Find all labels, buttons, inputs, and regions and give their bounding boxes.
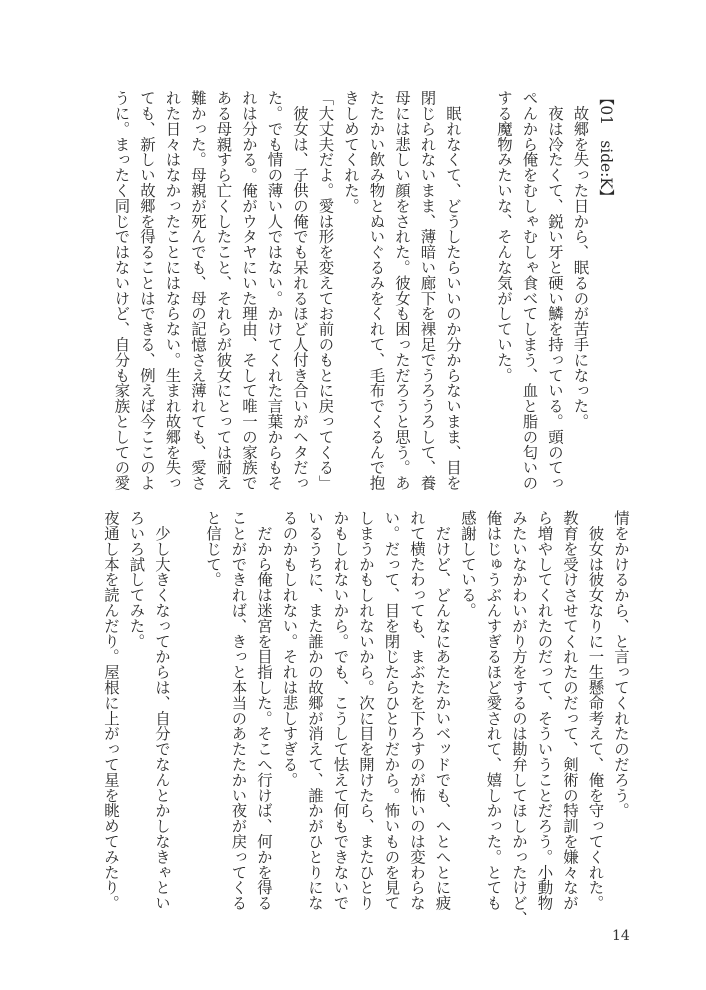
- text-line: だけど、どんなにあたたかいベッドでも、へとへとに疲: [433, 510, 452, 911]
- text-line: ぺんから俺をむしゃむしゃ食べてしまう、血と脂の匂いの: [520, 90, 539, 491]
- text-line: 閉じられないまま、薄暗い廊下を裸足でうろうろして、養: [418, 90, 437, 491]
- text-line: と信じて。: [204, 510, 222, 587]
- text-line: ろいろ試してみた。: [127, 510, 146, 649]
- text-line: 眠れなくて、どうしたらいいのか分からないまま、目を: [444, 90, 462, 491]
- text-line: 彼女は、子供の俺でも呆れるほど人付き合いがヘタだっ: [291, 90, 309, 491]
- text-line: ら増やしてくれたのだって、そういうことだろう。小動物: [535, 510, 554, 911]
- text-line: ても、新しい故郷を得ることはできる、例えば今ここのよ: [138, 90, 156, 491]
- text-line: れて横たわっても、まぶたを下ろすのが怖いのは変わらな: [408, 510, 426, 911]
- text-line: うに。まったく同じではないけど、自分も家族としての愛: [112, 90, 131, 491]
- text-line: しまうかもしれないから。次に目を開けたら、またひとり: [357, 510, 375, 911]
- text-line: ことができれば、きっと本当のあたたかい夜が戻ってくる: [229, 510, 248, 911]
- text-line: 夜通し本を読んだり。屋根に上がって星を眺めてみたり。: [102, 510, 120, 911]
- text-line: 「大丈夫だよ。愛は形を変えてお前のもとに戻ってくる」: [316, 90, 335, 491]
- text-line: 母には悲しい顔をされた。彼女も困っただろうと思う。あ: [393, 90, 411, 491]
- text-line: 夜は冷たくて、鋭い牙と硬い鱗を持っている。頭のてっ: [546, 90, 564, 491]
- text-line: する魔物みたいな、そんな気がしていた。: [495, 90, 513, 383]
- upper-text-block: [108, 90, 618, 494]
- text-line: 情をかけるから、と言ってくれたのだろう。: [612, 510, 630, 818]
- text-line: だから俺は迷宮を目指した。そこへ行けば、何かを得る: [255, 510, 273, 911]
- text-line: 俺はじゅうぶんすぎるほど愛されて、嬉しかった。とても: [484, 510, 503, 911]
- text-line: た。でも情の薄い人ではない。かけてくれた言葉からもそ: [265, 90, 284, 491]
- page-number: 14: [612, 928, 630, 944]
- text-line: 少し大きくなってからは、自分でなんとかしなきゃとい: [153, 510, 171, 911]
- text-line: たたかい飲み物とぬいぐるみをくれて、毛布でくるんで抱: [367, 90, 386, 491]
- text-line: 彼女は彼女なりに一生懸命考えて、俺を守ってくれた。: [586, 510, 605, 911]
- chapter-heading: 【01 side:K】: [597, 90, 615, 205]
- text-line: 感謝している。: [459, 510, 477, 618]
- text-line: 難かった。母親が死んでも、母の記憶さえ薄れても、愛さ: [189, 90, 207, 491]
- text-line: い。だって、目を閉じたらひとりだから。怖いものを見て: [382, 510, 401, 911]
- text-line: 教育を受けさせてくれたのだって、剣術の特訓を嫌々なが: [561, 510, 579, 911]
- text-line: いるうちに、また誰かの故郷が消えて、誰かがひとりにな: [306, 510, 324, 911]
- text-line: [465, 90, 491, 494]
- text-line: れた日々はなかったことにはならない。生まれ故郷を失っ: [163, 90, 182, 491]
- lower-text-block: [97, 510, 633, 926]
- text-line: きしめてくれた。: [342, 90, 360, 214]
- text-line: みたいなかわいがり方をするのは勘弁してほしかったけど、: [510, 510, 528, 926]
- text-line: ある母親すら亡くしたこと、それらが彼女にとっては耐え: [214, 90, 233, 491]
- text-line: 故郷を失った日から、眠るのが苦手になった。: [571, 90, 590, 429]
- text-line: るのかもしれない。それは悲しすぎる。: [280, 510, 299, 788]
- text-line: かもしれないから。でも、こうして怯えて何もできないで: [331, 510, 350, 911]
- text-line: [174, 510, 200, 914]
- text-line: れは分かる。俺がウタヤにいた理由、そして唯一の家族で: [240, 90, 258, 491]
